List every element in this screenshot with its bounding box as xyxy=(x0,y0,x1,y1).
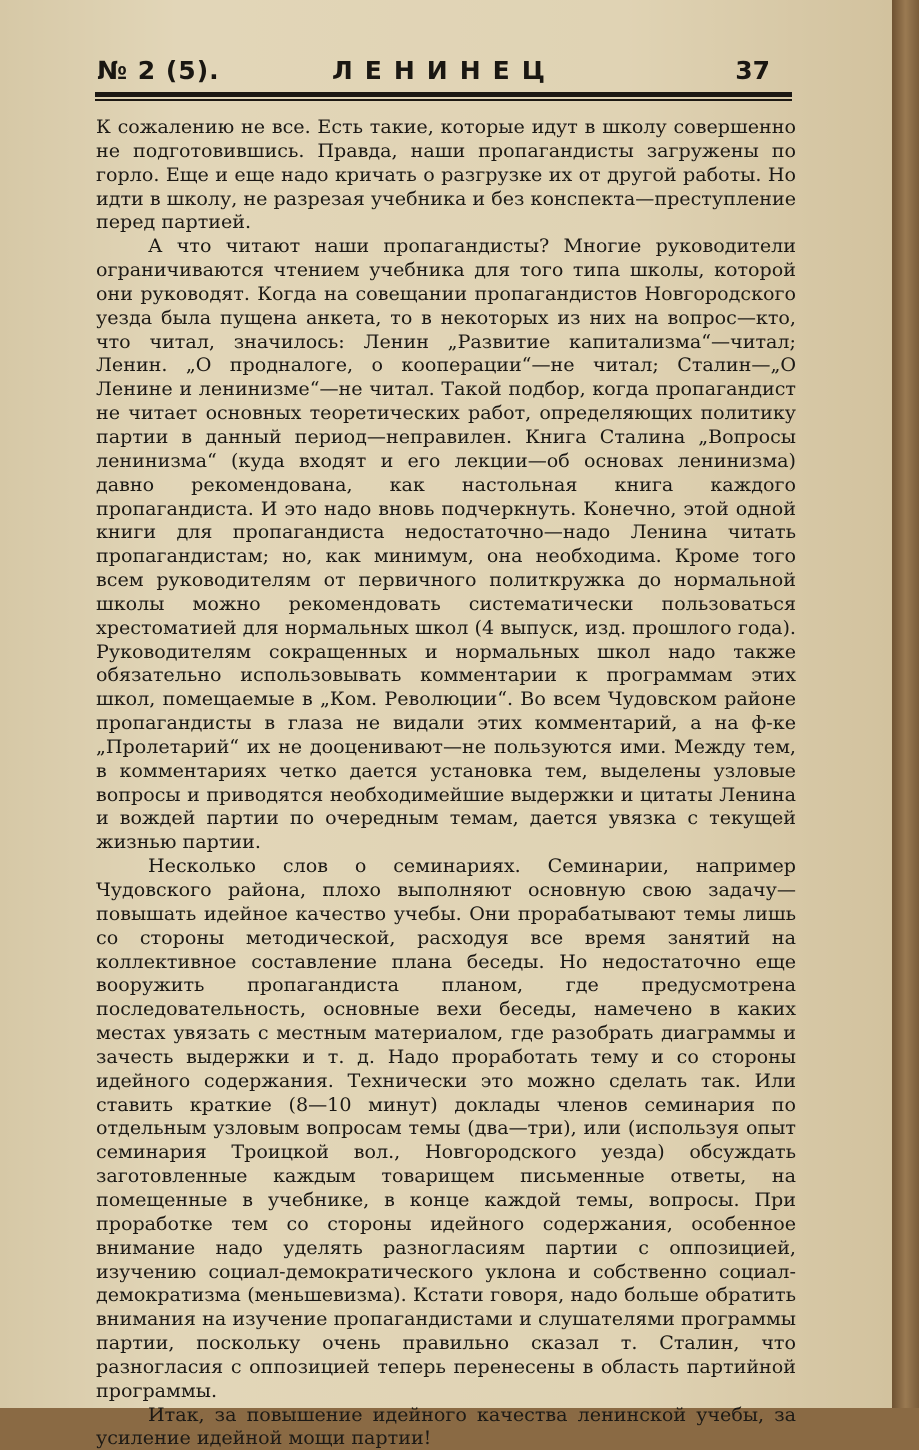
paragraph-1: К сожалению не все. Есть такие, которые идут в школу совершенно не подготовившись. Правда, наши пропагандисты загружены по горло. Еще и еще надо кричать о разгрузке их от другой работы. Но идти в школу, не разрезая учебника и без конспекта—преступление перед партией. xyxy=(96,115,796,234)
article-body xyxy=(96,115,796,1450)
running-header xyxy=(97,56,792,92)
paragraph-4: Итак, за повышение идейного качества ленинской учебы, за усиление идейной мощи партии! xyxy=(96,1402,796,1450)
paragraph-3: Несколько слов о семинариях. Семинарии, например Чудовского района, плохо выполняют основную свою задачу—повышать идейное качество учебы. Они прорабатывают темы лишь со стороны методической, расходуя все время занятий на коллективное составление плана беседы. Но недостаточно еще вооружить пропагандиста планом, где предусмотрена последовательность, основные вехи беседы, намечено в каких местах увязать с местным материалом, где разобрать диаграммы и зачесть выдержки и т. д. Надо проработать тему и со стороны идейного содержания. Технически это можно сделать так. Или ставить краткие (8—10 минут) доклады членов семинария по отдельным узловым вопросам темы (два—три), или (используя опыт семинария Троицкой вол., Новгородского уезда) обсуждать заготовленные каждым товарищем письменные ответы, на помещенные в учебнике, в конце каждой темы, вопросы. При проработке тем со стороны идейного содержания, особенное внимание надо уделять разногласиям партии с оппозицией, изучению социал-демократического уклона и собственно социал-демократизма (меньшевизма). Кстати говоря, надо больше обратить внимания на изучение пропагандистами и слушателями программы партии, поскольку очень правильно сказал т. Сталин, что разногласия с оппозицией теперь перенесены в область партийной программы. xyxy=(96,854,796,1402)
header-rule-thick xyxy=(95,92,792,97)
page-number: 37 xyxy=(735,56,770,85)
book-spine xyxy=(892,0,919,1408)
header-rule-thin xyxy=(95,99,792,101)
paragraph-2: А что читают наши пропагандисты? Многие руководители ограничиваются чтением учебника для того типа школы, которой они руководят. Когда на совещании пропагандистов Новгородского уезда была пущена анкета, то в некоторых из них на вопрос—кто, что читал, значилось: Ленин „Развитие капитализма“—читал; Ленин. „О продналоге, о кооперации“—не читал; Сталин—„О Ленине и ленинизме“—не читал. Такой подбор, когда пропагандист не читает основных теоретических работ, определяющих политику партии в данный период—неправилен. Книга Сталина „Вопросы ленинизма“ (куда входят и его лекции—об основах ленинизма) давно рекомендована, как настольная книга каждого пропагандиста. И это надо вновь подчеркнуть. Конечно, этой одной книги для пропагандиста недостаточно—надо Ленина читать пропагандистам; но, как минимум, она необходима. Кроме того всем руководителям от первичного политкружка до нормальной школы можно рекомендовать систематически пользоваться хрестоматией для нормальных школ (4 выпуск, изд. прошлого года). Руководителям сокращенных и нормальных школ надо также обязательно использовывать комментарии к программам этих школ, помещаемые в „Ком. Революции“. Во всем Чудовском районе пропагандисты в глаза не видали этих комментарий, а на ф-ке „Пролетарий“ их не дооценивают—не пользуются ими. Между тем, в комментариях четко дается установка тем, выделены узловые вопросы и приводятся необходимейшие выдержки и цитаты Ленина и вождей партии по очередным темам, дается увязка с текущей жизнью партии. xyxy=(96,234,796,854)
issue-number: № 2 (5). xyxy=(97,56,220,85)
journal-title: ЛЕНИНЕЦ xyxy=(332,56,557,85)
